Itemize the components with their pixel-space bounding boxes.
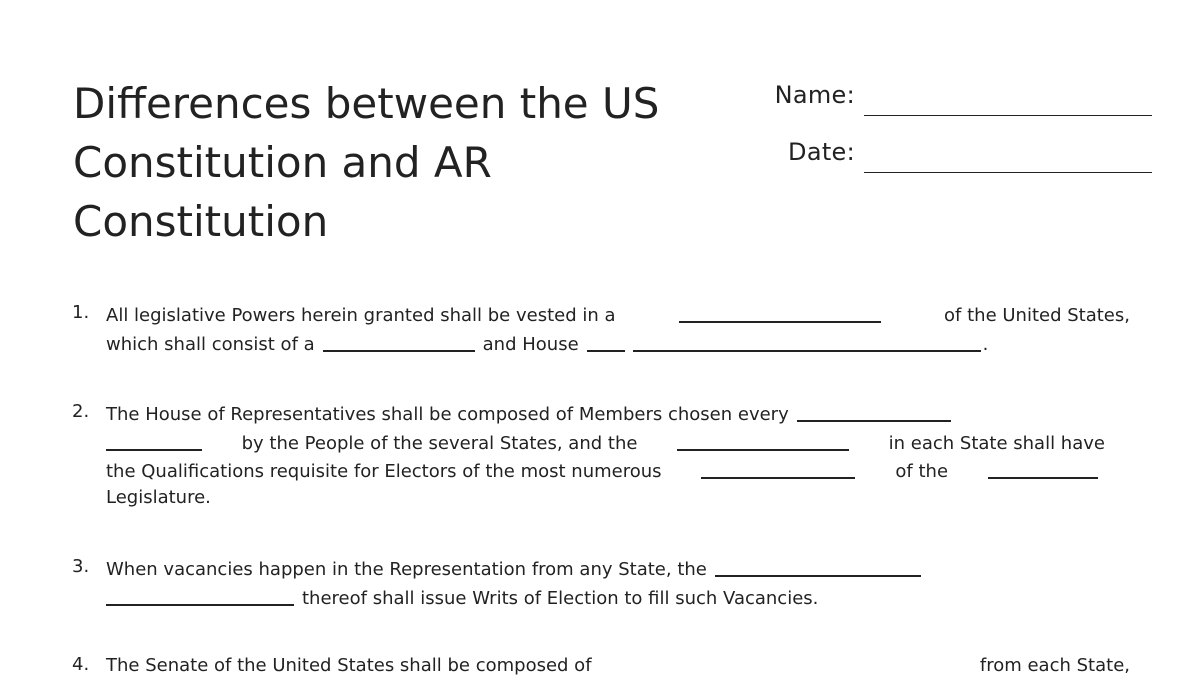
question-line xyxy=(106,299,1130,328)
question-number: 4. xyxy=(72,654,90,675)
question-text: by the People of the several States, and the xyxy=(241,432,638,454)
answer-blank[interactable] xyxy=(988,457,1098,479)
question-line xyxy=(106,651,1130,680)
question-text: in each State shall have xyxy=(888,432,1105,454)
question-number: 3. xyxy=(72,556,90,577)
answer-blank[interactable] xyxy=(677,429,849,451)
question-text: The Senate of the United States shall be composed of xyxy=(106,655,592,676)
answer-blank[interactable] xyxy=(633,330,981,352)
question-text: which shall consist of a xyxy=(106,333,315,355)
question-line xyxy=(106,398,1130,427)
question-text: . xyxy=(982,333,989,355)
question-line xyxy=(106,328,1130,357)
question-line xyxy=(106,455,1098,484)
question-text: the Qualifications requisite for Electors of the most numerous xyxy=(106,461,662,482)
question-text: When vacancies happen in the Representation from any State, the xyxy=(106,559,707,580)
worksheet-title: Differences between the US Constitution and AR Constitution xyxy=(73,79,660,246)
question-text: thereof shall issue Writs of Election to fill such Vacancies. xyxy=(302,587,819,609)
question-line xyxy=(106,427,1105,456)
answer-blank[interactable] xyxy=(701,457,855,479)
answer-blank[interactable] xyxy=(715,555,921,577)
answer-blank[interactable] xyxy=(323,330,475,352)
answer-blank[interactable] xyxy=(106,429,202,451)
question-text: The House of Representatives shall be composed of Members chosen every xyxy=(106,404,789,425)
question-line xyxy=(106,553,1130,582)
question-text: of the United States, xyxy=(944,305,1130,326)
answer-blank[interactable] xyxy=(797,400,951,422)
question-text: from each State, xyxy=(979,655,1130,676)
question-text: of the xyxy=(895,461,949,482)
question-number: 2. xyxy=(72,401,90,422)
name-label: Name: xyxy=(774,81,855,109)
question-text: All legislative Powers herein granted shall be vested in a xyxy=(106,305,616,326)
question-text: and House xyxy=(482,333,579,355)
date-label: Date: xyxy=(788,138,855,166)
answer-blank[interactable] xyxy=(587,330,625,352)
question-text: Legislature. xyxy=(106,486,211,508)
answer-blank[interactable] xyxy=(106,584,294,606)
question-line xyxy=(106,582,1130,611)
question-number: 1. xyxy=(72,302,90,323)
answer-blank[interactable] xyxy=(679,301,881,323)
question-line xyxy=(106,484,1130,513)
answer-blank[interactable] xyxy=(646,651,926,671)
